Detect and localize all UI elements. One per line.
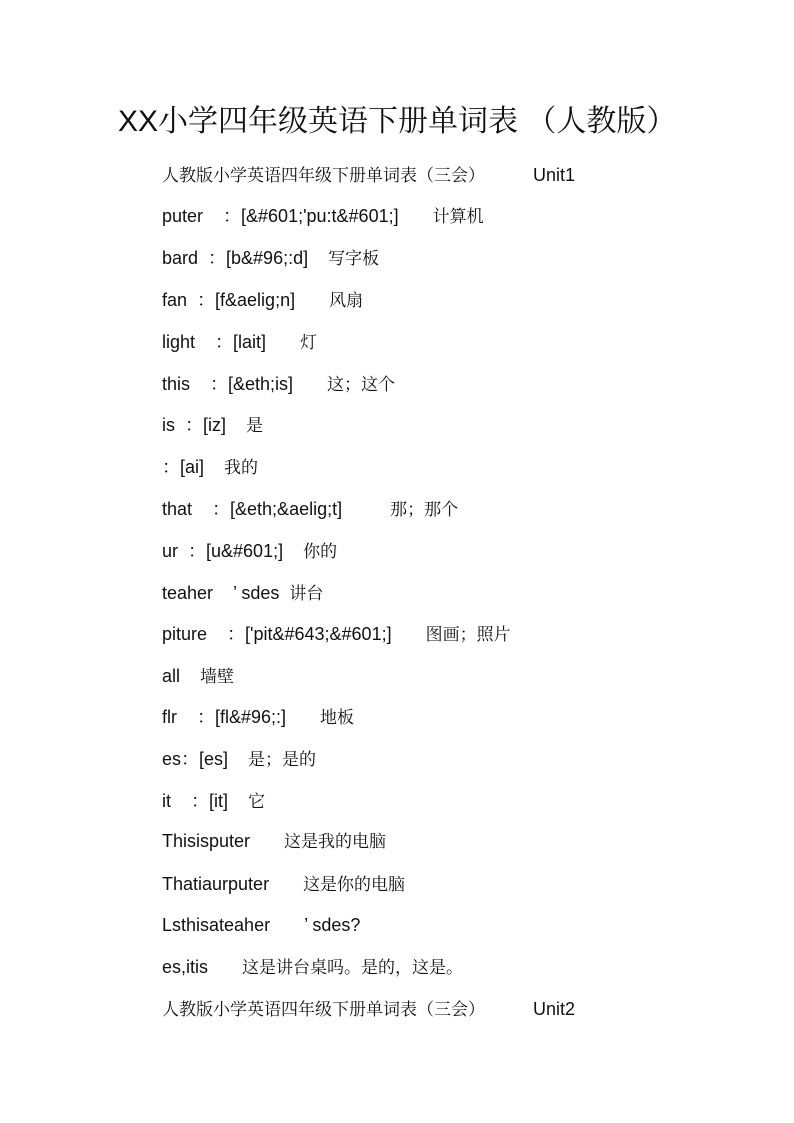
vocab-word: piture	[162, 624, 208, 644]
vocab-word: teaher	[162, 583, 214, 603]
vocab-entry	[162, 705, 354, 730]
vocab-meaning: 讲台	[289, 584, 324, 604]
vocab-word: es	[162, 749, 182, 769]
vocab-word: puter	[162, 206, 204, 226]
example-sentence	[162, 913, 360, 937]
vocab-pronunciation: ：[&eth;&aelig;t]	[212, 499, 343, 519]
vocab-entry	[162, 581, 323, 606]
example-sentence	[162, 829, 386, 854]
vocab-pronunciation: ：[ai]	[162, 457, 205, 477]
vocab-entry	[162, 789, 265, 814]
section-heading-text: 人教版小学英语四年级下册单词表（三会）	[162, 1000, 485, 1020]
vocab-entry	[162, 664, 234, 689]
vocab-pronunciation: ：[&eth;is]	[210, 374, 294, 394]
page-title: XX小学四年级英语下册单词表 （人教版）	[118, 105, 677, 138]
vocab-entry	[162, 204, 484, 229]
vocab-pronunciation: ：['pit&#643;&#601;]	[227, 624, 392, 644]
vocab-word: fan	[162, 290, 188, 310]
vocab-pronunciation: ：[fl&#96;:]	[197, 707, 287, 727]
sentence-english-continued: ’ sdes?	[304, 915, 361, 935]
vocab-pronunciation: ：[lait]	[215, 332, 267, 352]
example-sentence	[162, 955, 463, 980]
section-heading-text: 人教版小学英语四年级下册单词表（三会）	[162, 166, 485, 186]
sentence-english: es,itis	[162, 957, 209, 977]
sentence-english: Thisisputer	[162, 831, 251, 851]
vocab-pronunciation: ：[iz]	[185, 415, 227, 435]
vocab-word: flr	[162, 707, 177, 727]
vocab-entry	[162, 747, 316, 772]
section-heading-unit2	[162, 997, 575, 1022]
sentence-chinese: 这是你的电脑	[303, 875, 406, 895]
vocab-word: ur	[162, 541, 179, 561]
vocab-pronunciation: ：[b&#96;:d]	[208, 248, 309, 268]
vocab-meaning: 这；这个	[327, 375, 396, 395]
vocab-entry	[162, 455, 258, 480]
vocab-meaning: 我的	[224, 458, 259, 478]
vocab-meaning: 是	[246, 416, 264, 436]
vocab-meaning: 写字板	[328, 249, 380, 269]
vocab-word: light	[162, 332, 196, 352]
vocab-word: all	[162, 666, 181, 686]
unit-label: Unit1	[533, 165, 576, 185]
vocab-meaning: 图画；照片	[425, 625, 511, 645]
sentence-chinese: 这是我的电脑	[284, 832, 387, 852]
vocab-word: this	[162, 374, 191, 394]
vocab-pronunciation: ：[it]	[191, 791, 229, 811]
vocab-pronunciation: ’ sdes	[233, 583, 280, 603]
vocab-entry	[162, 288, 363, 313]
vocab-entry	[162, 413, 263, 438]
vocab-entry	[162, 246, 379, 271]
vocab-meaning: 它	[248, 792, 266, 812]
vocab-entry	[162, 497, 458, 522]
unit-label: Unit2	[533, 999, 576, 1019]
vocab-meaning: 是；是的	[248, 750, 317, 770]
vocab-pronunciation: ：[u&#601;]	[188, 541, 284, 561]
section-heading-unit1	[162, 163, 575, 188]
vocab-pronunciation: ：[f&aelig;n]	[197, 290, 296, 310]
vocab-entry	[162, 539, 337, 564]
sentence-chinese: 这是讲台桌吗。是的，这是。	[242, 958, 464, 978]
vocab-meaning: 风扇	[329, 291, 364, 311]
vocab-meaning: 你的	[303, 542, 338, 562]
vocab-entry	[162, 330, 317, 355]
vocab-word: is	[162, 415, 175, 435]
vocab-meaning: 灯	[300, 333, 318, 353]
vocab-meaning: 地板	[320, 708, 355, 728]
vocab-meaning: 墙壁	[200, 667, 235, 687]
vocab-meaning: 那；那个	[390, 500, 459, 520]
sentence-english: Thatiaurputer	[162, 874, 270, 894]
vocab-pronunciation: ：[&#601;'pu:t&#601;]	[223, 206, 399, 226]
vocab-word: that	[162, 499, 193, 519]
vocab-meaning: 计算机	[432, 207, 484, 227]
sentence-english: Lsthisateaher	[162, 915, 271, 935]
vocab-word: it	[162, 791, 171, 811]
example-sentence	[162, 872, 405, 897]
vocab-pronunciation: ：[es]	[181, 749, 229, 769]
vocab-entry	[162, 622, 511, 647]
vocab-entry	[162, 372, 395, 397]
vocab-word: bard	[162, 248, 199, 268]
